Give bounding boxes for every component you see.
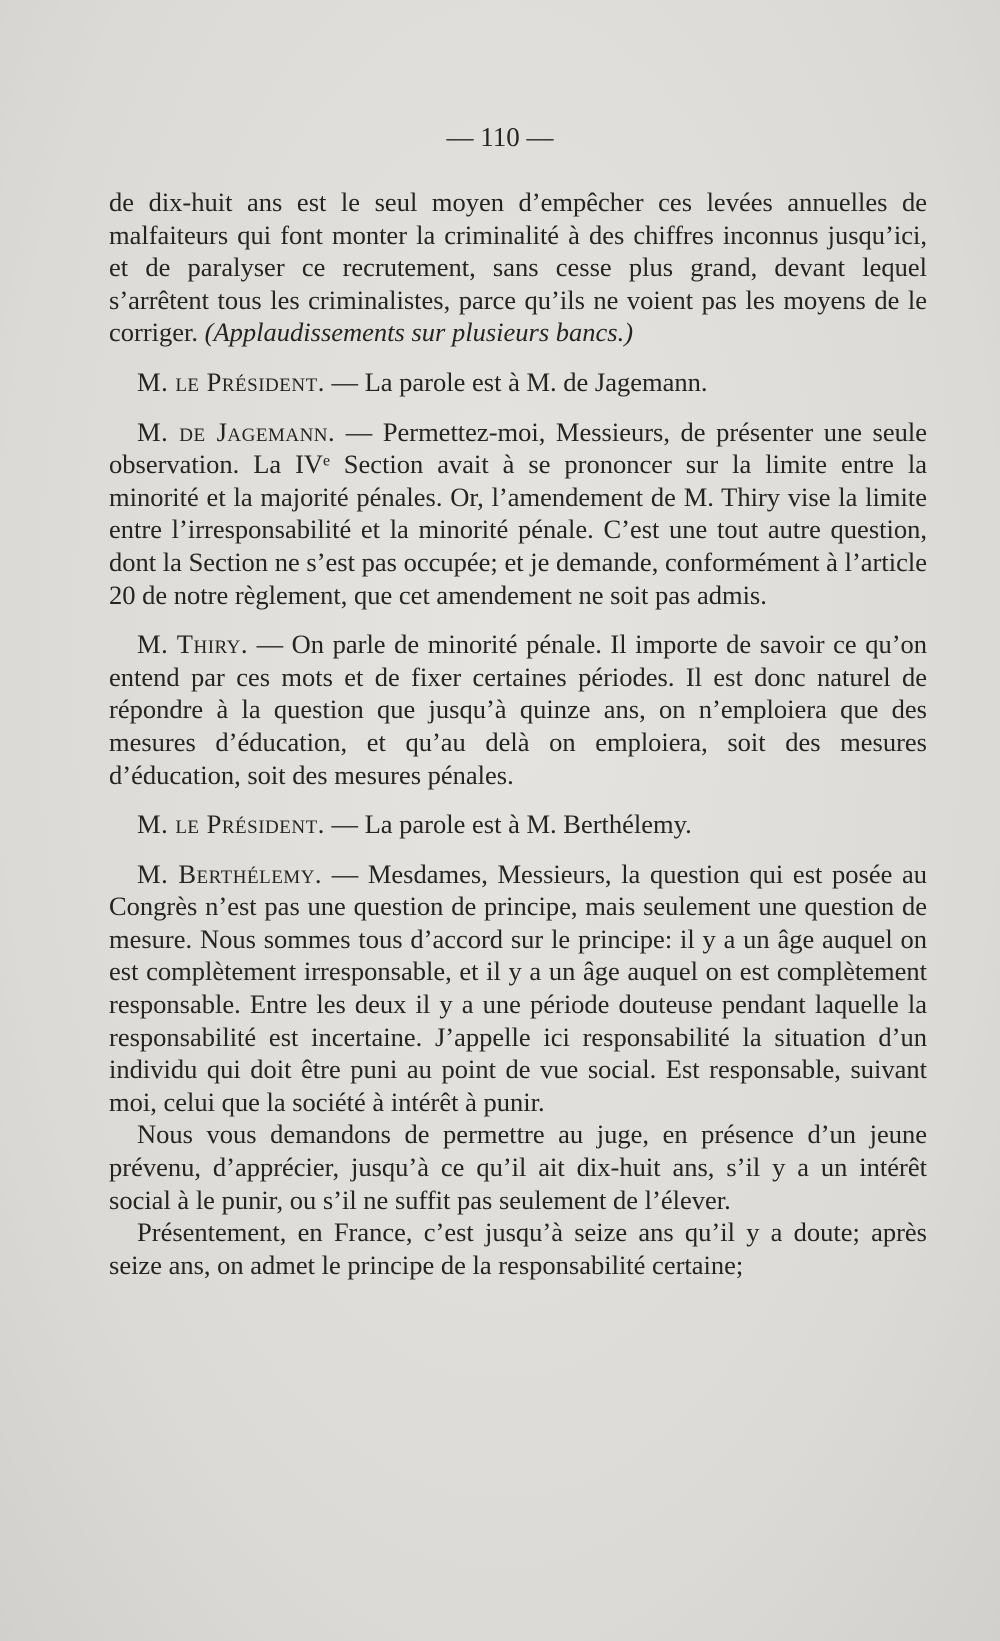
paragraph-continuation — [109, 186, 927, 349]
speaker-name: M. Berthélemy. — [137, 858, 323, 889]
paragraph-continued-1 — [109, 1118, 927, 1216]
paragraph-text: de dix-huit ans est le seul moyen d’empêcher ces levées annuelles de malfaiteurs qui font monter la criminalité à des chiffres inconnus jusqu’ici, et de paralyser ce recrutement, sans cesse plus grand, devant lequel s’arrêtent tous les criminalistes, parce qu’ils ne voient pas les moyens de le corriger. — [109, 187, 927, 348]
paragraph-jagemann — [109, 416, 927, 612]
paragraph-text: — La parole est à M. Berthélemy. — [331, 809, 692, 840]
speaker-name: M. Thiry. — [137, 629, 248, 660]
paragraph-thiry — [109, 628, 927, 791]
paragraph-president-2 — [109, 808, 927, 841]
paragraph-text: — Mesdames, Messieurs, la question qui est posée au Congrès n’est pas une question de principe, mais seulement une question de mesure. Nous sommes tous d’accord sur le principe: il y a un âge auquel on est complètement irresponsable, et il y a un âge auquel on est complètement responsable. Entre les deux il y a une période douteuse pendant laquelle la responsabilité est incertaine. J’appelle ici responsabilité la situation d’un individu qui doit être puni au point de vue social. Est responsable, suivant moi, celui que la société à intérêt à punir. — [109, 858, 928, 1117]
paragraph-text: — On parle de minorité pénale. Il importe de savoir ce qu’on entend par ces mots et de fixer certaines périodes. Il est donc naturel de répondre à la question que jusqu’à quinze ans, on n’emploiera que des mesures d’éducation, et qu’au delà on emploiera, soit des mesures d’éducation, soit des mesures pénales. — [109, 629, 928, 790]
applause-note: (Applaudissements sur plusieurs bancs.) — [204, 317, 634, 348]
page-number: — 110 — — [446, 122, 554, 152]
paragraph-text: Nous vous demandons de permettre au juge, en présence d’un jeune prévenu, d’apprécier, jusqu’à ce qu’il ait dix-huit ans, s’il y a un intérêt social à le punir, ou s’il ne suffit pas seulement de l’élever. — [109, 1119, 927, 1215]
paragraph-berthelemy — [109, 858, 927, 1119]
paragraph-text: — Permettez-moi, Messieurs, de présenter une seule observation. La IVᵉ Section avait à se prononcer sur la limite entre la minorité et la majorité pénales. Or, l’amendement de M. Thiry vise la limite entre l’irresponsabilité et la minorité pénale. C’est une tout autre question, dont la Section ne s’est pas occupée; et je demande, conformément à l’article 20 de notre règlement, que cet amendement ne soit pas admis. — [109, 416, 928, 610]
page-body — [109, 186, 927, 1281]
speaker-name: M. le Président. — [137, 366, 325, 397]
paragraph-text: — La parole est à M. de Jagemann. — [331, 366, 708, 397]
paragraph-text: Présentement, en France, c’est jusqu’à seize ans qu’il y a doute; après seize ans, on admet le principe de la responsabilité certaine; — [109, 1217, 927, 1280]
paragraph-president-1 — [109, 366, 927, 399]
speaker-name: M. le Président. — [137, 809, 325, 840]
paragraph-continued-2 — [109, 1216, 927, 1281]
speaker-name: M. de Jagemann. — [137, 416, 336, 447]
